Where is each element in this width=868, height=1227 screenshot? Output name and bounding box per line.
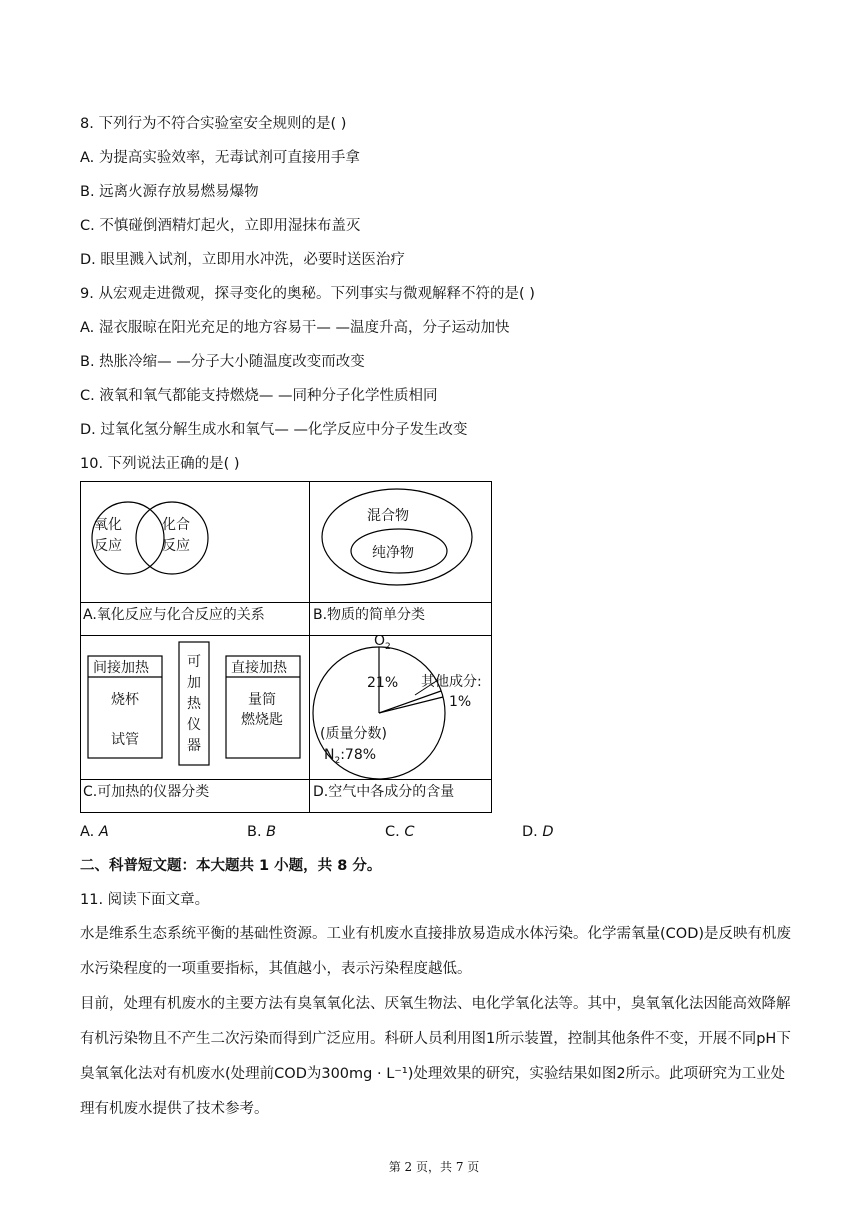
q9-option-a: A. 湿衣服晾在阳光充足的地方容易干— —温度升高，分子运动加快 — [80, 320, 510, 336]
q8-option-c: C. 不慎碰倒酒精灯起火，立即用湿抹布盖灭 — [80, 218, 361, 234]
pie-divider-o2 — [379, 691, 441, 713]
center-char-3: 热 — [187, 696, 201, 712]
combustion-spoon-label: 燃烧匙 — [241, 712, 283, 728]
panel-b-caption: B.物质的简单分类 — [313, 607, 426, 623]
oxidation-label-2: 反应 — [94, 538, 122, 554]
panel-a-venn — [80, 481, 309, 602]
section-2-heading: 二、科普短文题：本大题共 1 小题，共 8 分。 — [80, 858, 382, 874]
q10-option-a: A. A — [80, 824, 109, 840]
test-tube-label: 试管 — [111, 732, 139, 748]
figure-divider-c — [80, 779, 491, 780]
mass-fraction-note: (质量分数) — [320, 726, 387, 742]
q10-figure — [80, 481, 492, 813]
q8-option-a: A. 为提高实验效率，无毒试剂可直接用手拿 — [80, 150, 360, 166]
article-paragraph-1: 水是维系生态系统平衡的基础性资源。工业有机废水直接排放易造成水体污染。化学需氧量(COD)是反映有机废水污染程度的一项重要指标，其值越小，表示污染程度越低。 — [80, 926, 792, 977]
others-percent: 1% — [449, 694, 472, 710]
mixture-ellipse — [322, 489, 472, 585]
q9-option-c: C. 液氧和氧气都能支持燃烧— —同种分子化学性质相同 — [80, 388, 438, 404]
q9-option-b: B. 热胀冷缩— —分子大小随温度改变而改变 — [80, 354, 365, 370]
article-paragraph-2: 目前，处理有机废水的主要方法有臭氧氧化法、厌氧生物法、电化学氧化法等。其中，臭氧氧化法因能高效降解有机污染物且不产生二次污染而得到广泛应用。科研人员利用图1所示装置，控制其他条件不变，开展不同pH下臭氧氧化法对有机废水(处理前COD为300mg · L⁻¹)处理效果的研究，实验结果如图2所示。此项研究为工业处理有机废水提供了技术参考。 — [80, 996, 791, 1117]
panel-c-caption: C.可加热的仪器分类 — [83, 784, 210, 800]
q10-stem: 10. 下列说法正确的是( ) — [80, 456, 240, 472]
q8-stem: 8. 下列行为不符合实验室安全规则的是( ) — [80, 116, 347, 132]
center-char-4: 仪 — [187, 717, 201, 733]
oxidation-label-1: 氧化 — [94, 517, 122, 533]
q10-option-b: B. B — [247, 824, 277, 840]
combination-label-1: 化合 — [162, 517, 190, 533]
direct-heating-label: 直接加热 — [231, 660, 287, 676]
others-label: 其他成分: — [421, 674, 482, 690]
o2-symbol: $O_2$ — [374, 636, 391, 652]
q9-stem: 9. 从宏观走进微观，探寻变化的奥秘。下列事实与微观解释不符的是( ) — [80, 286, 535, 302]
q10-option-c: C. C — [385, 824, 415, 840]
beaker-label: 烧杯 — [111, 692, 139, 708]
panel-c-instruments — [80, 636, 309, 779]
center-char-2: 加 — [187, 675, 201, 691]
graduated-cylinder-label: 量筒 — [248, 692, 276, 708]
figure-divider-a — [80, 602, 491, 603]
o2-percent: 21% — [367, 675, 399, 691]
center-char-5: 器 — [187, 738, 201, 754]
indirect-heating-label: 间接加热 — [93, 660, 149, 676]
q9-option-d: D. 过氧化氢分解生成水和氧气— —化学反应中分子发生改变 — [80, 422, 468, 438]
q8-option-b: B. 远离火源存放易燃易爆物 — [80, 184, 259, 200]
panel-d-air-pie — [310, 636, 491, 779]
pure-substance-label: 纯净物 — [372, 545, 414, 561]
q10-option-d: D. D — [522, 824, 554, 840]
mixture-label: 混合物 — [367, 508, 409, 524]
pie-divider-others — [379, 697, 443, 713]
q11-stem: 11. 阅读下面文章。 — [80, 892, 210, 908]
n2-label: $N_2:78\%$ — [324, 747, 377, 766]
panel-b-classification — [310, 481, 491, 602]
q8-option-d: D. 眼里溅入试剂，立即用水冲洗，必要时送医治疗 — [80, 252, 405, 268]
combination-label-2: 反应 — [162, 538, 190, 554]
center-char-1: 可 — [187, 654, 201, 670]
panel-a-caption: A.氧化反应与化合反应的关系 — [83, 607, 265, 623]
panel-d-caption: D.空气中各成分的含量 — [313, 784, 455, 800]
page-footer: 第 2 页，共 7 页 — [388, 1160, 480, 1174]
